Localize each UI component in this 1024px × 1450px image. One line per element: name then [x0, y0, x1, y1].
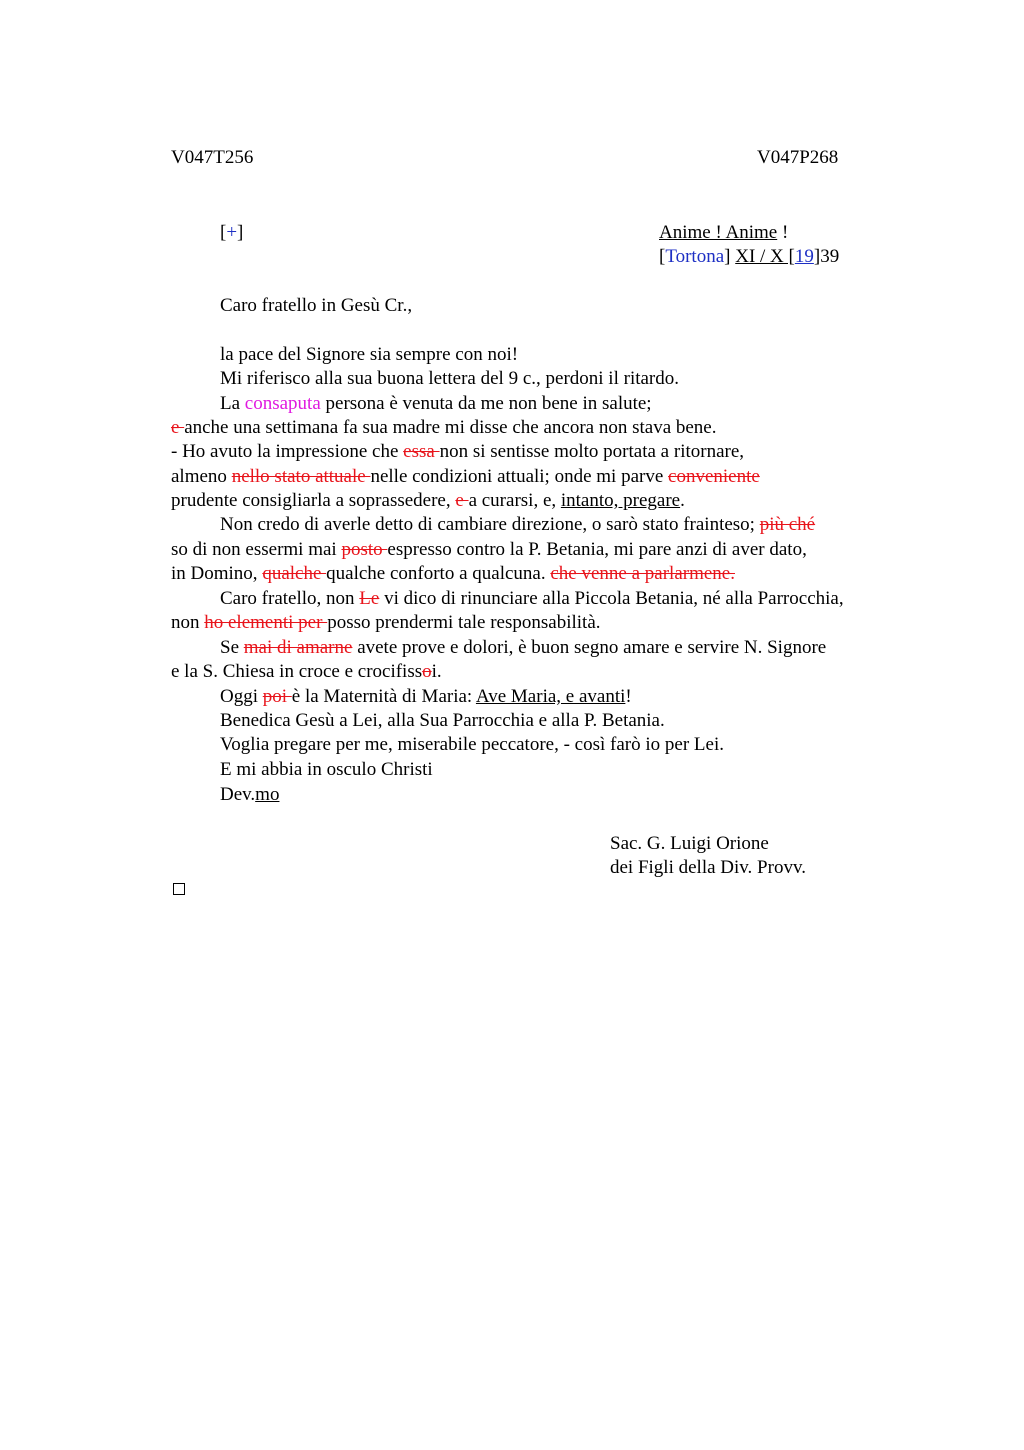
motto — [659, 221, 788, 245]
text-run: almeno — [171, 466, 232, 487]
body-line-8 — [220, 513, 815, 537]
deleted-text: conveniente — [668, 466, 760, 487]
text-run: qualche conforto a qualcuna. — [326, 563, 551, 584]
text-run: Oggi — [220, 686, 263, 707]
date-place: Tortona — [665, 246, 725, 267]
text-run: espresso contro la P. Betania, mi pare anzi di aver dato, — [387, 539, 807, 560]
deleted-text: più ché — [759, 514, 816, 535]
signature-name: Sac. G. Luigi Orione — [610, 833, 769, 854]
motto-tail: ! — [777, 222, 789, 243]
body-line-11 — [220, 587, 844, 611]
highlighted-word: consaputa — [244, 393, 321, 414]
text-run: vi dico di rinunciare alla Piccola Betania, né alla Parrocchia, — [379, 588, 844, 609]
body-line-1: la pace del Signore sia sempre con noi! — [220, 344, 519, 365]
text-run: La — [220, 393, 245, 414]
body-line-9 — [171, 538, 807, 562]
text-run: ! — [625, 686, 632, 707]
underlined-text: mo — [255, 784, 280, 805]
text-run: so di non essermi mai — [171, 539, 342, 560]
right-code: V047P268 — [757, 147, 839, 168]
deleted-text: o — [422, 661, 432, 682]
cross-mark — [220, 221, 243, 245]
deleted-text: che venne a parlarmene. — [550, 563, 735, 584]
text-run: in Domino, — [171, 563, 263, 584]
text-run: nelle condizioni attuali; onde mi parve — [370, 466, 669, 487]
deleted-text: mai di amarne — [243, 637, 353, 658]
text-run: - Ho avuto la impressione che — [171, 441, 404, 462]
deleted-text: posto — [341, 539, 388, 560]
body-line-17: Voglia pregare per me, miserabile peccatore, - così farò io per Lei. — [220, 734, 724, 755]
date-year-end: ]39 — [813, 246, 840, 267]
deleted-text: Le — [359, 588, 380, 609]
motto-underlined: Anime ! Anime — [659, 222, 778, 243]
text-run: non — [171, 612, 205, 633]
text-run: . — [680, 490, 685, 511]
text-run: persona è venuta da me non bene in salute; — [320, 393, 652, 414]
underlined-text: intanto, pregare — [560, 490, 681, 511]
text-run: Se — [220, 637, 244, 658]
body-line-3 — [220, 392, 652, 416]
left-code: V047T256 — [171, 147, 254, 168]
body-line-14 — [171, 660, 442, 684]
body-line-4 — [171, 416, 717, 440]
text-run: i. — [431, 661, 442, 682]
date-year-part: 19 — [794, 246, 814, 267]
cross-open: [ — [220, 222, 227, 243]
body-line-18: E mi abbia in osculo Christi — [220, 759, 433, 780]
deleted-text: e — [455, 490, 469, 511]
text-run: e la S. Chiesa in croce e crocifiss — [171, 661, 423, 682]
text-run: non si sentisse molto portata a ritornare, — [439, 441, 745, 462]
body-line-13 — [220, 636, 826, 660]
text-run: è la Maternità di Maria: — [291, 686, 476, 707]
text-run: Caro fratello, non — [220, 588, 360, 609]
body-line-15 — [220, 685, 632, 709]
body-line-10 — [171, 562, 735, 586]
body-line-12 — [171, 611, 601, 635]
date-main: XI / X [ — [735, 246, 795, 267]
signature-order: dei Figli della Div. Provv. — [610, 857, 806, 878]
deleted-text: e — [171, 417, 185, 438]
deleted-text: poi — [262, 686, 292, 707]
deleted-text: ho elementi per — [204, 612, 328, 633]
body-line-7 — [171, 489, 685, 513]
text-run: posso prendermi tale responsabilità. — [327, 612, 601, 633]
text-run: a curarsi, e, — [468, 490, 561, 511]
text-run: avete prove e dolori, è buon segno amare e servire N. Signore — [352, 637, 827, 658]
cross-close: ] — [237, 222, 244, 243]
text-run: Non credo di averle detto di cambiare direzione, o sarò stato frainteso; — [220, 514, 760, 535]
body-line-5 — [171, 440, 744, 464]
body-line-2: Mi riferisco alla sua buona lettera del 9 c., perdoni il ritardo. — [220, 368, 680, 389]
greeting: Caro fratello in Gesù Cr., — [220, 295, 413, 316]
end-box-icon — [173, 883, 185, 895]
deleted-text: qualche — [262, 563, 327, 584]
text-run: anche una settimana fa sua madre mi disse che ancora non stava bene. — [184, 417, 717, 438]
body-line-6 — [171, 465, 760, 489]
date-line — [659, 245, 839, 269]
cross-symbol: + — [226, 222, 238, 243]
deleted-text: nello stato attuale — [231, 466, 371, 487]
date-close-bracket: ] — [724, 246, 736, 267]
deleted-text: essa — [403, 441, 440, 462]
text-run: Dev. — [220, 784, 256, 805]
body-line-16: Benedica Gesù a Lei, alla Sua Parrocchia e alla P. Betania. — [220, 710, 665, 731]
underlined-text: Ave Maria, e avanti — [475, 686, 626, 707]
closing-devotion — [220, 783, 279, 807]
text-run: prudente consigliarla a soprassedere, — [171, 490, 456, 511]
date-open-bracket: [ — [659, 246, 666, 267]
